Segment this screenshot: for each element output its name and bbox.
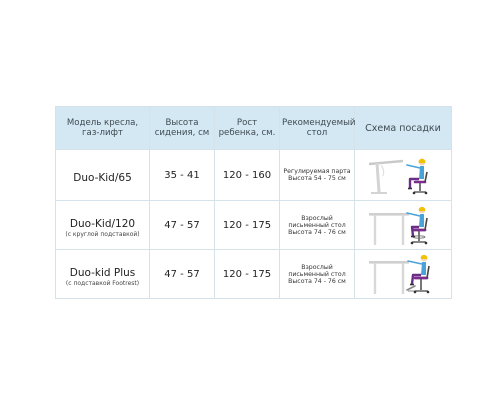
table-header-row bbox=[56, 107, 452, 150]
chair-spec-table-wrapper bbox=[55, 106, 451, 296]
model-subtitle: (с подставкой Footrest) bbox=[65, 280, 140, 287]
desk-cell: Взрослый письменный стол Высота 74 - 76 см bbox=[280, 250, 355, 299]
seat-height-cell: 47 - 57 bbox=[150, 201, 215, 250]
header-recommended-desk: Рекомендуемый стол bbox=[280, 107, 355, 150]
header-model: Модель кресла, газ-лифт bbox=[56, 107, 150, 150]
posture-adult-desk-footrest-icon bbox=[363, 252, 443, 296]
model-name: Duo-Kid/120 bbox=[69, 218, 136, 230]
posture-cell bbox=[355, 250, 452, 299]
header-seat-height: Высота сидения, см bbox=[150, 107, 215, 150]
model-cell bbox=[56, 250, 150, 299]
table-row bbox=[56, 250, 452, 299]
model-name: Duo-kid Plus bbox=[69, 267, 136, 279]
desk-cell: Взрослый письменный стол Высота 74 - 76 см bbox=[280, 201, 355, 250]
desk-cell: Регулируемая парта Высота 54 - 75 см bbox=[280, 150, 355, 201]
seat-height-cell: 35 - 41 bbox=[150, 150, 215, 201]
posture-adult-desk-round-footrest-icon bbox=[363, 203, 443, 247]
model-cell bbox=[56, 150, 150, 201]
growth-cell: 120 - 160 bbox=[215, 150, 280, 201]
model-subtitle: (с круглой подставкой) bbox=[65, 231, 140, 238]
posture-cell bbox=[355, 150, 452, 201]
posture-adjustable-desk-icon bbox=[363, 152, 443, 198]
posture-cell bbox=[355, 201, 452, 250]
growth-cell: 120 - 175 bbox=[215, 201, 280, 250]
table-row bbox=[56, 201, 452, 250]
header-posture-schema: Схема посадки bbox=[355, 107, 452, 150]
model-name: Duo-Kid/65 bbox=[73, 171, 132, 184]
seat-height-cell: 47 - 57 bbox=[150, 250, 215, 299]
model-cell bbox=[56, 201, 150, 250]
table-row bbox=[56, 150, 452, 201]
header-child-growth: Рост ребенка, см. bbox=[215, 107, 280, 150]
growth-cell: 120 - 175 bbox=[215, 250, 280, 299]
chair-spec-table bbox=[55, 106, 452, 299]
